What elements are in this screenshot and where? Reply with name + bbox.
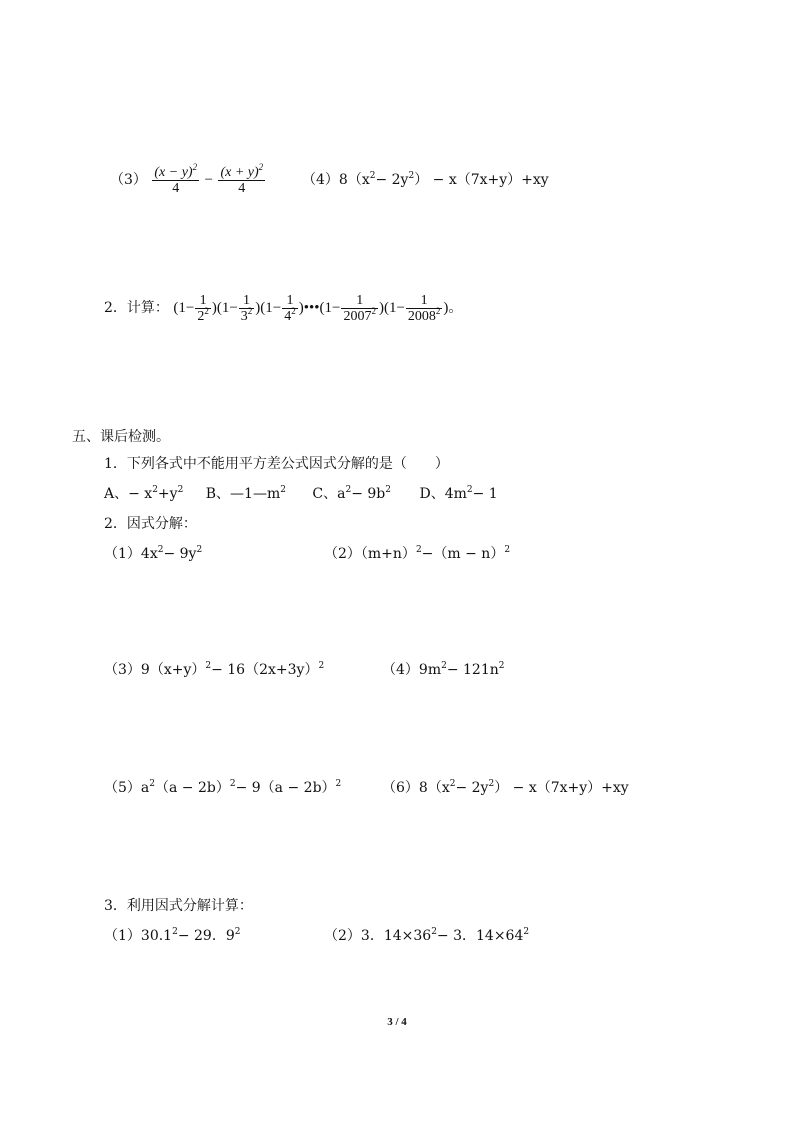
problem-4-expression: $(4)8(x^2- 2y^2) - x(7x+y)+xy$ xyxy=(302,171,549,188)
compute-item-1: $(1)30.1^2- 29$．$9^2$ xyxy=(104,927,241,944)
factor-item-1: $(1)4x^2- 9y^2$ xyxy=(104,545,203,562)
fraction-1-over-2sq: $\frac{1}{2^2}$ xyxy=(197,292,209,324)
section-5-title: 五、课后检测。 xyxy=(72,429,170,445)
option-b: B、$—1—m^2$ xyxy=(205,485,286,502)
fraction-x-plus-y: $\frac{(x + y)^2}{4}$ xyxy=(220,161,264,196)
question-1-stem: 1．下列各式中不能用平方差公式因式分解的是（ ） xyxy=(104,456,449,472)
problem-3-label: （3） xyxy=(110,172,147,188)
fraction-1-over-2008sq: $\frac{1}{2008^2}$ xyxy=(407,292,441,324)
fraction-1-over-4sq: $\frac{1}{4^2}$ xyxy=(284,292,296,324)
factor-item-3: $(3)9(x+y)^2- 16(2x+3y)^2$ xyxy=(104,661,325,678)
question-2-stem: 2．因式分解： xyxy=(104,516,197,532)
option-a: A、− $x^2+y^2$ xyxy=(104,485,184,502)
question-3-stem: 3．利用因式分解计算： xyxy=(104,898,253,914)
factor-item-6: $(6)8(x^2- 2y^2) - x(7x+y)+xy$ xyxy=(382,779,629,796)
option-d: D、$4m^2- 1$ xyxy=(419,485,498,502)
minus-sign: − xyxy=(204,172,213,188)
question-1-options xyxy=(104,484,498,504)
problem-3-expression xyxy=(110,160,266,200)
page-number: 3 / 4 xyxy=(387,1016,407,1028)
factor-item-4: $(4)9m^2- 121n^2$ xyxy=(382,661,505,678)
fraction-x-minus-y: $\frac{(x - y)^2}{4}$ xyxy=(154,161,198,196)
fraction-1-over-3sq: $\frac{1}{3^2}$ xyxy=(240,292,253,324)
factor-item-2: $(2)(m+n)^2-(m - n)^2$ xyxy=(324,545,511,562)
factor-item-5: $(5)a^2(a - 2b)^2- 9(a - 2b)^2$ xyxy=(104,779,342,796)
compute-item-2: （2）3．$14\times 36^2- 3$．$14\times 64^2$ xyxy=(324,927,530,944)
option-c: C、$a^2- 9b^2$ xyxy=(312,485,392,502)
calc-label: 2．计算： xyxy=(104,300,169,316)
fraction-1-over-2007sq: $\frac{1}{2007^2}$ xyxy=(343,292,376,324)
calc-product-expression: 2．计算： (1− $\frac{1}{2^2}$ )(1− $\frac{1}{3^2}$ )(1− $\frac{1}{4^2}$ )•••(1− $\frac{1}{2007^2}$ )(1− $\frac{1}{2008^2}$ )。 xyxy=(104,292,463,324)
